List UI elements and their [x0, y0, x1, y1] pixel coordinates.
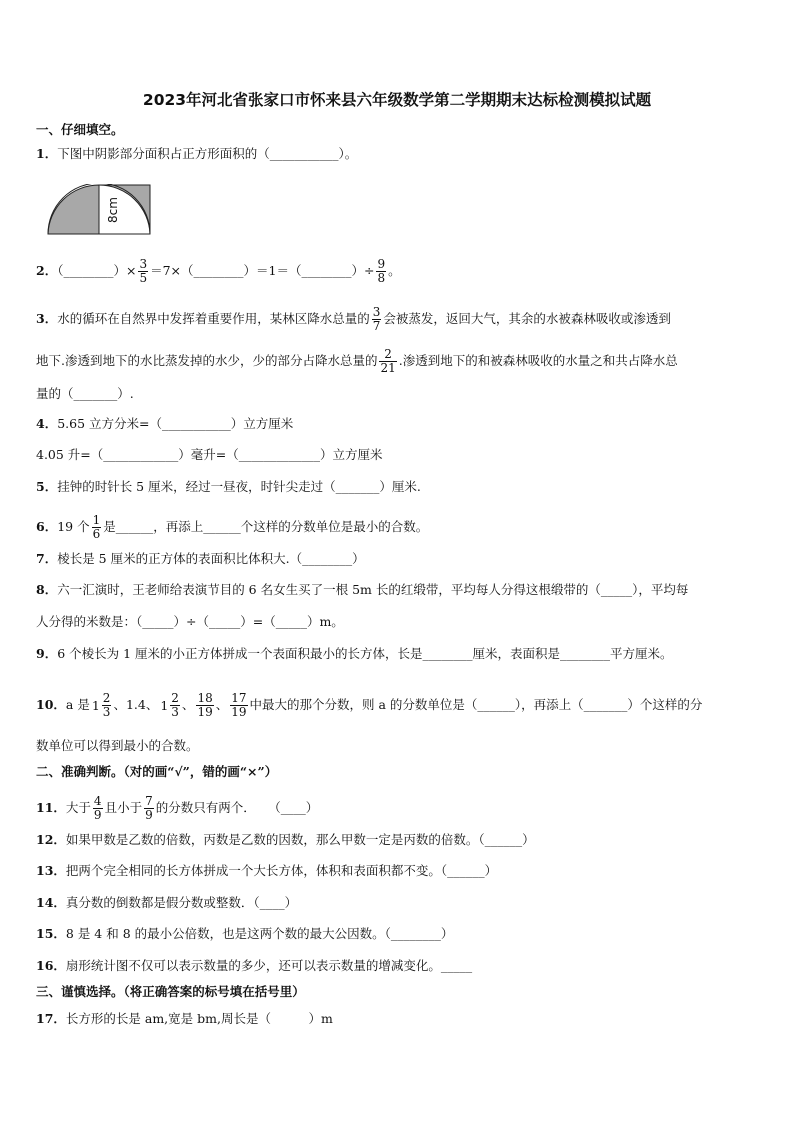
- question-9: [36, 646, 673, 662]
- question-number: 11．: [36, 800, 66, 815]
- question-number: 3．: [36, 311, 58, 326]
- fraction: [93, 795, 103, 822]
- fraction: [230, 692, 247, 719]
- denominator: 19: [197, 705, 213, 719]
- q1-figure: [46, 184, 152, 236]
- question-text: 长方形的长是 am,宽是 bm,周长是（ ）m: [65, 1011, 333, 1026]
- question-text: 19 个: [57, 519, 90, 534]
- question-1: [36, 146, 357, 162]
- question-10-line-2: 数单位可以得到最小的合数。: [36, 738, 199, 753]
- question-number: 8．: [36, 582, 58, 597]
- question-text: 把两个完全相同的长方体拼成一个大长方体，体积和表面积都不变。（______）: [65, 863, 498, 878]
- question-3-line-2: [36, 348, 678, 375]
- mixed-number: [90, 692, 114, 719]
- numerator: 17: [231, 691, 247, 705]
- numerator: 9: [377, 257, 386, 271]
- question-text: 会被蒸发，返回大气，其余的水被森林吸收或渗透到: [383, 311, 671, 326]
- fraction: [196, 692, 213, 719]
- question-text: 6 个棱长为 1 厘米的小正方体拼成一个表面积最小的长方体，长是________厘米，表面积是________平方厘米。: [57, 646, 673, 661]
- question-text: 5.65 立方分米=（___________）立方厘米: [57, 416, 294, 431]
- denominator: 21: [380, 361, 396, 375]
- question-16: [36, 958, 472, 974]
- denominator: 6: [92, 527, 101, 541]
- question-text: 的分数只有两个． （____）: [155, 800, 319, 815]
- question-4-line-2: 4.05 升=（____________）毫升=（_____________）立方厘米: [36, 447, 383, 462]
- question-number: 9．: [36, 646, 58, 661]
- question-number: 16．: [36, 958, 66, 973]
- question-text: 、: [181, 697, 195, 712]
- question-text: 是______，再添上______个这样的分数单位是最小的合数。: [103, 519, 429, 534]
- question-number: 7．: [36, 551, 58, 566]
- question-12: [36, 832, 535, 848]
- numerator: 7: [145, 794, 153, 808]
- section-heading: 二、准确判断。（对的画“√”，错的画“×”）: [36, 764, 278, 779]
- question-text: 下图中阴影部分面积占正方形面积的（___________）。: [57, 146, 358, 161]
- question-text: 8 是 4 和 8 的最小公倍数，也是这两个数的最大公因数。（________）: [65, 926, 454, 941]
- question-text: 且小于: [104, 800, 143, 815]
- denominator: 3: [102, 705, 111, 719]
- denominator: 19: [231, 705, 247, 719]
- question-4: [36, 416, 293, 432]
- question-number: 10．: [36, 697, 66, 712]
- question-text: .渗透到地下的和被森林吸收的水量之和共占降水总: [398, 353, 678, 368]
- numerator: 2: [102, 691, 111, 705]
- shaded-quarter-circle: [48, 185, 99, 234]
- numerator: 1: [92, 513, 101, 527]
- question-text: （________）×: [57, 263, 137, 278]
- question-text: ＝7×（________）＝1＝（________）÷: [150, 263, 375, 278]
- fraction: [138, 258, 148, 285]
- whole-part: 1: [91, 697, 100, 713]
- denominator: 9: [145, 808, 153, 822]
- question-text: 六一汇演时，王老师给表演节目的 6 名女生买了一根 5m 长的红缎带，平均每人分得这根缎带的（_____），平均每: [57, 582, 689, 597]
- question-text: 棱长是 5 厘米的正方体的表面积比体积大.（________）: [57, 551, 365, 566]
- question-5: [36, 479, 421, 495]
- question-text: 地下.渗透到地下的水比蒸发掉的水少，少的部分占降水总量的: [36, 353, 378, 368]
- numerator: 2: [379, 348, 396, 362]
- question-8-line-2: 人分得的米数是：（_____）÷（_____）=（_____）m。: [36, 614, 344, 629]
- question-11: [36, 795, 318, 822]
- whole-part: 1: [160, 697, 169, 713]
- question-3-line-3: 量的（_______）.: [36, 386, 134, 401]
- side-length-label: 8cm: [106, 197, 120, 223]
- question-text: 。: [388, 263, 401, 278]
- denominator: 8: [377, 271, 386, 285]
- question-number: 5．: [36, 479, 58, 494]
- question-text: 水的循环在自然界中发挥着重要作用，某林区降水总量的: [57, 311, 370, 326]
- question-3: [36, 306, 671, 333]
- question-text: 扇形统计图不仅可以表示数量的多少，还可以表示数量的增减变化。_____: [65, 958, 473, 973]
- question-text: 、1.4、: [113, 697, 159, 712]
- denominator: 3: [171, 705, 179, 719]
- question-text: 如果甲数是乙数的倍数，丙数是乙数的因数，那么甲数一定是丙数的倍数。（______）: [65, 832, 535, 847]
- question-number: 4．: [36, 416, 58, 431]
- question-14: [36, 895, 297, 911]
- section-heading: 三、谨慎选择。（将正确答案的标号填在括号里）: [36, 984, 305, 999]
- question-number: 2．: [36, 263, 58, 278]
- numerator: 3: [372, 305, 381, 319]
- fraction: [376, 258, 386, 285]
- question-number: 12．: [36, 832, 66, 847]
- fraction: [170, 692, 180, 719]
- section-heading: 一、仔细填空。: [36, 122, 124, 137]
- fraction: [102, 692, 112, 719]
- question-number: 13．: [36, 863, 66, 878]
- numerator: 2: [171, 691, 179, 705]
- question-7: [36, 551, 365, 567]
- fraction: [92, 514, 102, 541]
- numerator: 3: [139, 257, 148, 271]
- question-text: 、: [215, 697, 229, 712]
- page-title: 2023年河北省张家口市怀来县六年级数学第二学期期末达标检测模拟试题: [142, 91, 652, 109]
- fraction: [372, 306, 382, 333]
- question-text: 真分数的倒数都是假分数或整数．（____）: [65, 895, 298, 910]
- question-text: 挂钟的时针长 5 厘米，经过一昼夜，时针尖走过（_______）厘米.: [57, 479, 421, 494]
- question-13: [36, 863, 497, 879]
- mixed-number: [158, 692, 182, 719]
- question-text: 大于: [65, 800, 91, 815]
- question-number: 15．: [36, 926, 66, 941]
- fraction: [379, 348, 396, 375]
- question-number: 14．: [36, 895, 66, 910]
- question-17: [36, 1011, 333, 1027]
- question-number: 6．: [36, 519, 58, 534]
- question-8: [36, 582, 688, 598]
- denominator: 5: [139, 271, 148, 285]
- denominator: 7: [372, 319, 381, 333]
- question-2: [36, 258, 401, 285]
- question-text: 中最大的那个分数，则 a 的分数单位是（______），再添上（_______）个这样的分: [249, 697, 703, 712]
- question-number: 1．: [36, 146, 58, 161]
- question-number: 17．: [36, 1011, 66, 1026]
- numerator: 18: [197, 691, 213, 705]
- question-10: [36, 692, 702, 719]
- question-6: [36, 514, 428, 541]
- question-15: [36, 926, 453, 942]
- question-text: a 是: [65, 697, 90, 712]
- fraction: [144, 795, 154, 822]
- denominator: 9: [93, 808, 102, 822]
- numerator: 4: [93, 794, 102, 808]
